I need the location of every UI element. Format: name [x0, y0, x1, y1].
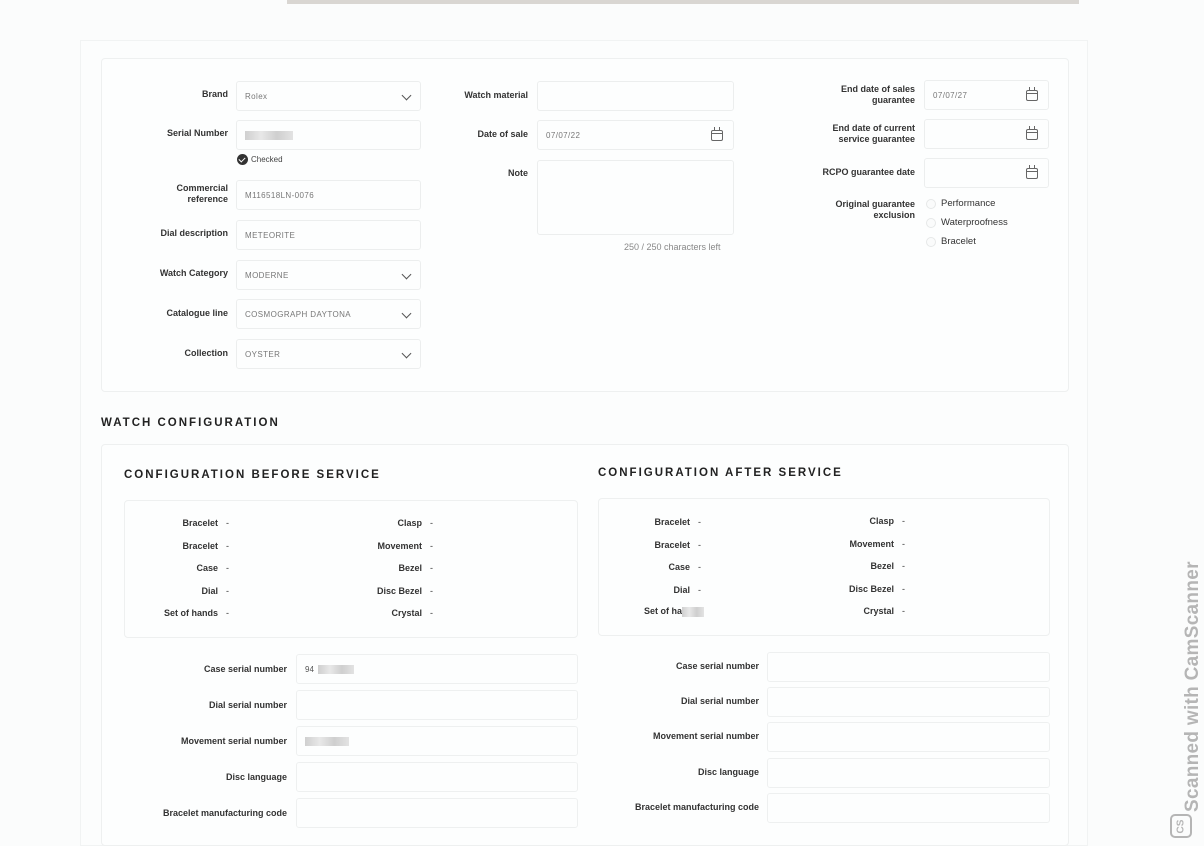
before-case-serial-field[interactable] — [296, 654, 578, 684]
before-disc-bezel-label: Disc Bezel — [376, 586, 422, 596]
before-case-value: - — [226, 563, 229, 573]
end-service-guarantee-label: End date of current service guarantee — [832, 123, 915, 144]
end-sales-guarantee-value: 07/07/27 — [933, 90, 968, 100]
exclusion-bracelet-checkbox[interactable] — [926, 237, 936, 247]
before-dial-serial-label: Dial serial number — [208, 700, 287, 710]
end-sales-guarantee-label: End date of sales guarantee — [840, 84, 915, 105]
before-clasp-value: - — [430, 518, 433, 528]
before-disc-bezel-value: - — [430, 586, 433, 596]
watch-material-field[interactable] — [537, 81, 734, 111]
before-dial-serial-field[interactable] — [296, 690, 578, 720]
before-bracelet-2-value: - — [226, 541, 229, 551]
serial-checked-status — [237, 154, 283, 165]
chevron-down-icon — [402, 270, 412, 280]
after-clasp-value: - — [902, 516, 905, 526]
commercial-reference-field[interactable] — [236, 180, 421, 210]
end-service-guarantee-field[interactable] — [924, 119, 1049, 149]
dial-description-value: METEORITE — [245, 230, 296, 240]
after-disc-language-label: Disc language — [697, 767, 759, 777]
after-clasp-label: Clasp — [869, 516, 894, 526]
watch-configuration-heading: WATCH CONFIGURATION — [101, 417, 280, 429]
catalogue-line-label: Catalogue line — [166, 308, 228, 318]
before-bracelet-code-label: Bracelet manufacturing code — [162, 808, 287, 818]
after-movement-serial-field[interactable] — [767, 722, 1050, 752]
after-set-of-hands-redacted — [682, 607, 704, 617]
after-bracelet-2-value: - — [698, 540, 701, 550]
after-bracelet-code-label: Bracelet manufacturing code — [634, 802, 759, 812]
watch-category-value: MODERNE — [245, 270, 289, 280]
before-bracelet-1-label: Bracelet — [182, 518, 218, 528]
after-bracelet-2-label: Bracelet — [654, 540, 690, 550]
before-dial-label: Dial — [201, 586, 218, 596]
watch-category-label: Watch Category — [159, 268, 228, 278]
chevron-down-icon — [402, 91, 412, 101]
date-of-sale-field[interactable] — [537, 120, 734, 150]
brand-label: Brand — [201, 89, 228, 99]
catalogue-line-value: COSMOGRAPH DAYTONA — [245, 309, 352, 319]
before-set-of-hands-value: - — [226, 608, 229, 618]
exclusion-waterproofness-label: Waterproofness — [941, 217, 1008, 228]
after-bracelet-1-value: - — [698, 517, 701, 527]
after-case-label: Case — [668, 562, 690, 572]
before-case-serial-label: Case serial number — [203, 664, 287, 674]
watch-material-label: Watch material — [464, 90, 528, 100]
collection-value: OYSTER — [245, 349, 281, 359]
date-of-sale-label: Date of sale — [477, 129, 528, 139]
after-case-value: - — [698, 562, 701, 572]
before-bracelet-1-value: - — [226, 518, 229, 528]
before-movement-serial-label: Movement serial number — [180, 736, 287, 746]
before-bracelet-code-field[interactable] — [296, 798, 578, 828]
before-clasp-label: Clasp — [397, 518, 422, 528]
before-movement-value: - — [430, 541, 433, 551]
serial-number-label: Serial Number — [166, 128, 228, 138]
paper-edge — [287, 0, 1079, 4]
after-disc-bezel-value: - — [902, 584, 905, 594]
after-disc-bezel-label: Disc Bezel — [848, 584, 894, 594]
exclusion-performance-checkbox[interactable] — [926, 199, 936, 209]
brand-value: Rolex — [245, 91, 268, 101]
exclusion-performance-label: Performance — [941, 198, 996, 209]
check-circle-icon — [237, 154, 248, 165]
after-case-serial-label: Case serial number — [675, 661, 759, 671]
after-case-serial-field[interactable] — [767, 652, 1050, 682]
before-movement-serial-redacted — [305, 737, 349, 746]
date-of-sale-value: 07/07/22 — [546, 130, 581, 140]
calendar-icon[interactable] — [711, 130, 723, 141]
before-bracelet-2-label: Bracelet — [182, 541, 218, 551]
before-crystal-value: - — [430, 608, 433, 618]
after-bezel-label: Bezel — [870, 561, 894, 571]
after-movement-label: Movement — [849, 539, 894, 549]
camscanner-logo: CS — [1170, 814, 1192, 838]
after-dial-value: - — [698, 585, 701, 595]
after-dial-label: Dial — [673, 585, 690, 595]
after-movement-serial-label: Movement serial number — [652, 731, 759, 741]
before-bezel-label: Bezel — [398, 563, 422, 573]
config-after-heading: CONFIGURATION AFTER SERVICE — [598, 467, 843, 479]
after-disc-language-field[interactable] — [767, 758, 1050, 788]
note-label: Note — [508, 168, 528, 178]
collection-label: Collection — [184, 348, 228, 358]
watch-category-select[interactable] — [236, 260, 421, 290]
dial-description-field[interactable] — [236, 220, 421, 250]
config-before-heading: CONFIGURATION BEFORE SERVICE — [124, 469, 381, 481]
after-set-of-hands-label: Set of ha — [612, 606, 704, 617]
before-dial-value: - — [226, 586, 229, 596]
commercial-reference-value: M116518LN-0076 — [245, 190, 315, 200]
exclusion-waterproofness-checkbox[interactable] — [926, 218, 936, 228]
brand-select[interactable] — [236, 81, 421, 111]
before-bezel-value: - — [430, 563, 433, 573]
after-dial-serial-field[interactable] — [767, 687, 1050, 717]
calendar-icon[interactable] — [1026, 90, 1038, 101]
note-character-counter: 250 / 250 characters left — [624, 242, 721, 252]
after-bracelet-code-field[interactable] — [767, 793, 1050, 823]
after-bezel-value: - — [902, 561, 905, 571]
after-crystal-label: Crystal — [863, 606, 894, 616]
before-disc-language-field[interactable] — [296, 762, 578, 792]
rcpo-guarantee-label: RCPO guarantee date — [822, 167, 915, 177]
camscanner-watermark: Scanned with CamScanner — [1182, 561, 1203, 812]
before-case-label: Case — [196, 563, 218, 573]
note-textarea[interactable] — [537, 160, 734, 235]
rcpo-guarantee-field[interactable] — [924, 158, 1049, 188]
catalogue-line-select[interactable] — [236, 299, 421, 329]
serial-number-redacted — [245, 131, 293, 140]
exclusion-bracelet-label: Bracelet — [941, 236, 976, 247]
before-disc-language-label: Disc language — [225, 772, 287, 782]
before-crystal-label: Crystal — [391, 608, 422, 618]
chevron-down-icon — [402, 309, 412, 319]
before-movement-label: Movement — [377, 541, 422, 551]
commercial-reference-label: Commercial reference — [176, 183, 228, 204]
before-movement-serial-field[interactable] — [296, 726, 578, 756]
before-set-of-hands-label: Set of hands — [163, 608, 218, 618]
collection-select[interactable] — [236, 339, 421, 369]
dial-description-label: Dial description — [160, 228, 228, 238]
chevron-down-icon — [402, 349, 412, 359]
serial-number-field[interactable] — [236, 120, 421, 150]
calendar-icon[interactable] — [1026, 168, 1038, 179]
before-case-serial-redacted — [318, 665, 354, 674]
after-movement-value: - — [902, 539, 905, 549]
serial-checked-text: Checked — [251, 155, 283, 164]
after-bracelet-1-label: Bracelet — [654, 517, 690, 527]
original-exclusion-label: Original guarantee exclusion — [835, 199, 915, 220]
after-dial-serial-label: Dial serial number — [680, 696, 759, 706]
before-case-serial-value: 94 — [305, 664, 314, 674]
end-sales-guarantee-field[interactable] — [924, 80, 1049, 110]
after-crystal-value: - — [902, 606, 905, 616]
calendar-icon[interactable] — [1026, 129, 1038, 140]
